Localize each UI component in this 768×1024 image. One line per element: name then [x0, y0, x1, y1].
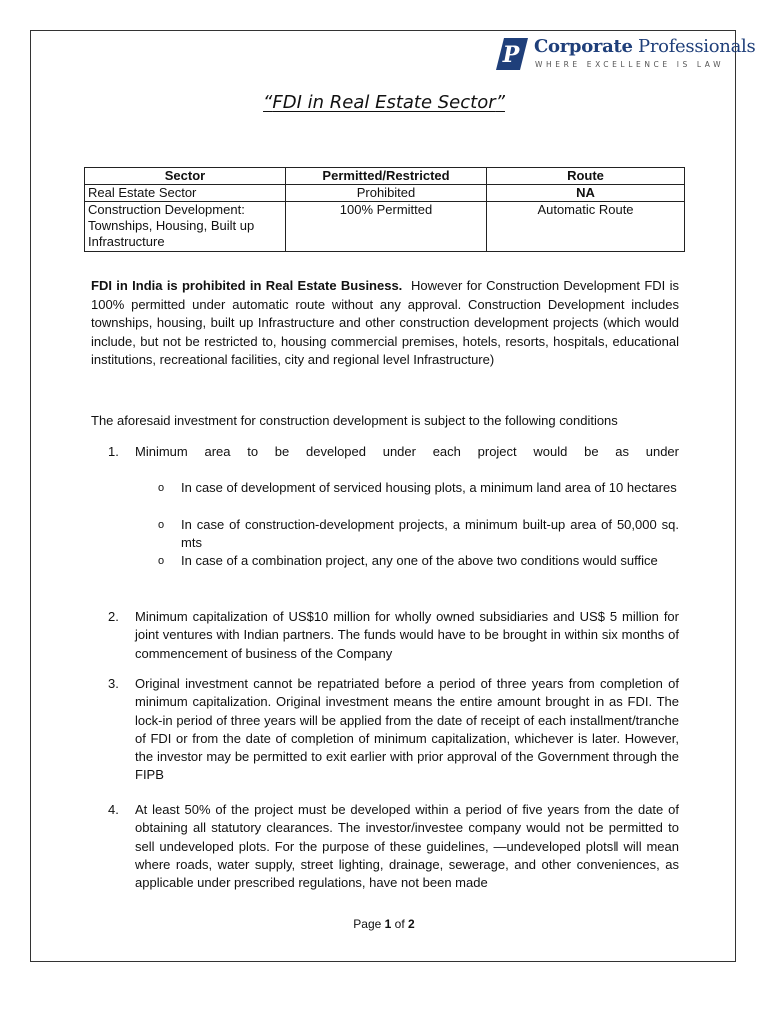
- sub-list-item: [158, 479, 679, 497]
- title-text: FDI in Real Estate Sector: [272, 92, 496, 113]
- logo-name-second: Professionals: [638, 36, 756, 57]
- table-header-row: [85, 168, 685, 185]
- logo-name-first: Corporate: [534, 36, 633, 57]
- intro-paragraph: [91, 277, 679, 370]
- list-item-text: At least 50% of the project must be developed within a period of five years from the date of obtaining all statutory clearances. The investor/investee company would not be permitted to sell undeveloped plots. For the purpose of these guidelines, ―undeveloped plots‖ will mean where roads, water supply, street lighting, drainage, sewerage, and other conveniences, as applicable under prescribed regulations, have not been made: [135, 802, 679, 891]
- table-header-sector: Sector: [85, 168, 286, 185]
- logo-tagline: WHERE EXCELLENCE IS LAW: [535, 60, 725, 69]
- bullet-icon: o: [158, 555, 165, 567]
- table-row: [85, 202, 685, 252]
- fdi-sector-table: [84, 167, 685, 252]
- list-item-number: 3.: [108, 676, 119, 691]
- list-item-text: Minimum capitalization of US$10 million for wholly owned subsidiaries and US$ 5 million for joint ventures with Indian partners. The funds would have to be brought in within six months of commencement of business of the Company: [135, 609, 679, 661]
- table-row: [85, 185, 685, 202]
- conditions-intro: The aforesaid investment for construction development is subject to the following conditions: [91, 413, 618, 428]
- sub-list-item-text: In case of development of serviced housing plots, a minimum land area of 10 hectares: [181, 480, 677, 495]
- footer-page-word: Page: [353, 917, 382, 931]
- logo-name: [534, 36, 755, 57]
- corporate-professionals-logo: [494, 36, 756, 72]
- table-cell-permitted: Prohibited: [286, 185, 487, 202]
- table-cell-sector: Real Estate Sector: [85, 185, 286, 202]
- list-item-number: 1.: [108, 444, 119, 459]
- footer-page-number: 1: [384, 917, 392, 931]
- logo-mark-letter: P: [502, 42, 520, 68]
- footer-page-total: 2: [408, 917, 415, 931]
- page-title: [0, 92, 768, 113]
- sub-list-item: [158, 516, 679, 553]
- list-item: [108, 675, 679, 785]
- table-cell-route: Automatic Route: [487, 202, 685, 252]
- list-item-number: 2.: [108, 609, 119, 624]
- intro-rest: However for Construction Development FDI is 100% permitted under automatic route without any approval. Construction Development includes townships, housing, built up Infrastructure and other construction development projects (which would include, but not be restricted to, housing commercial premises, hotels, resorts, hospitals, educational institutions, recreational facilities, city and regional level Infrastructure): [91, 278, 680, 367]
- table-cell-sector: Construction Development: Townships, Housing, Built up Infrastructure: [85, 202, 286, 252]
- sub-list-item-text: In case of construction-development projects, a minimum built-up area of 50,000 sq. mts: [181, 517, 679, 551]
- bullet-icon: o: [158, 519, 165, 531]
- table-cell-permitted: 100% Permitted: [286, 202, 487, 252]
- sub-list-item-text: In case of a combination project, any one of the above two conditions would suffice: [181, 553, 658, 568]
- intro-bold-statement: FDI in India is prohibited in Real Estate Business.: [91, 278, 403, 293]
- sub-list-item: [158, 552, 679, 570]
- list-item-text: Minimum area to be developed under each project would be as under: [135, 444, 679, 459]
- logo-mark-icon: [494, 36, 530, 72]
- footer-of-word: of: [394, 917, 405, 931]
- page-footer: [0, 917, 768, 931]
- title-close-quote: ”: [495, 92, 505, 113]
- list-item: [108, 801, 679, 892]
- table-header-route: Route: [487, 168, 685, 185]
- list-item: [108, 608, 679, 663]
- table-header-permitted: Permitted/Restricted: [286, 168, 487, 185]
- table-cell-route: NA: [487, 185, 685, 202]
- list-item-text: Original investment cannot be repatriated before a period of three years from completion of minimum capitalization. Original investment means the entire amount brought in as FDI. The lock-in period of three years will be applied from the date of receipt of each installment/tranche of FDI or from the date of completion of minimum capitalization, whichever is later. However, the investor may be permitted to exit earlier with prior approval of the Government through the FIPB: [135, 676, 679, 783]
- bullet-icon: o: [158, 482, 165, 494]
- title-open-quote: “: [263, 92, 273, 113]
- list-item: [108, 443, 679, 461]
- list-item-number: 4.: [108, 802, 119, 817]
